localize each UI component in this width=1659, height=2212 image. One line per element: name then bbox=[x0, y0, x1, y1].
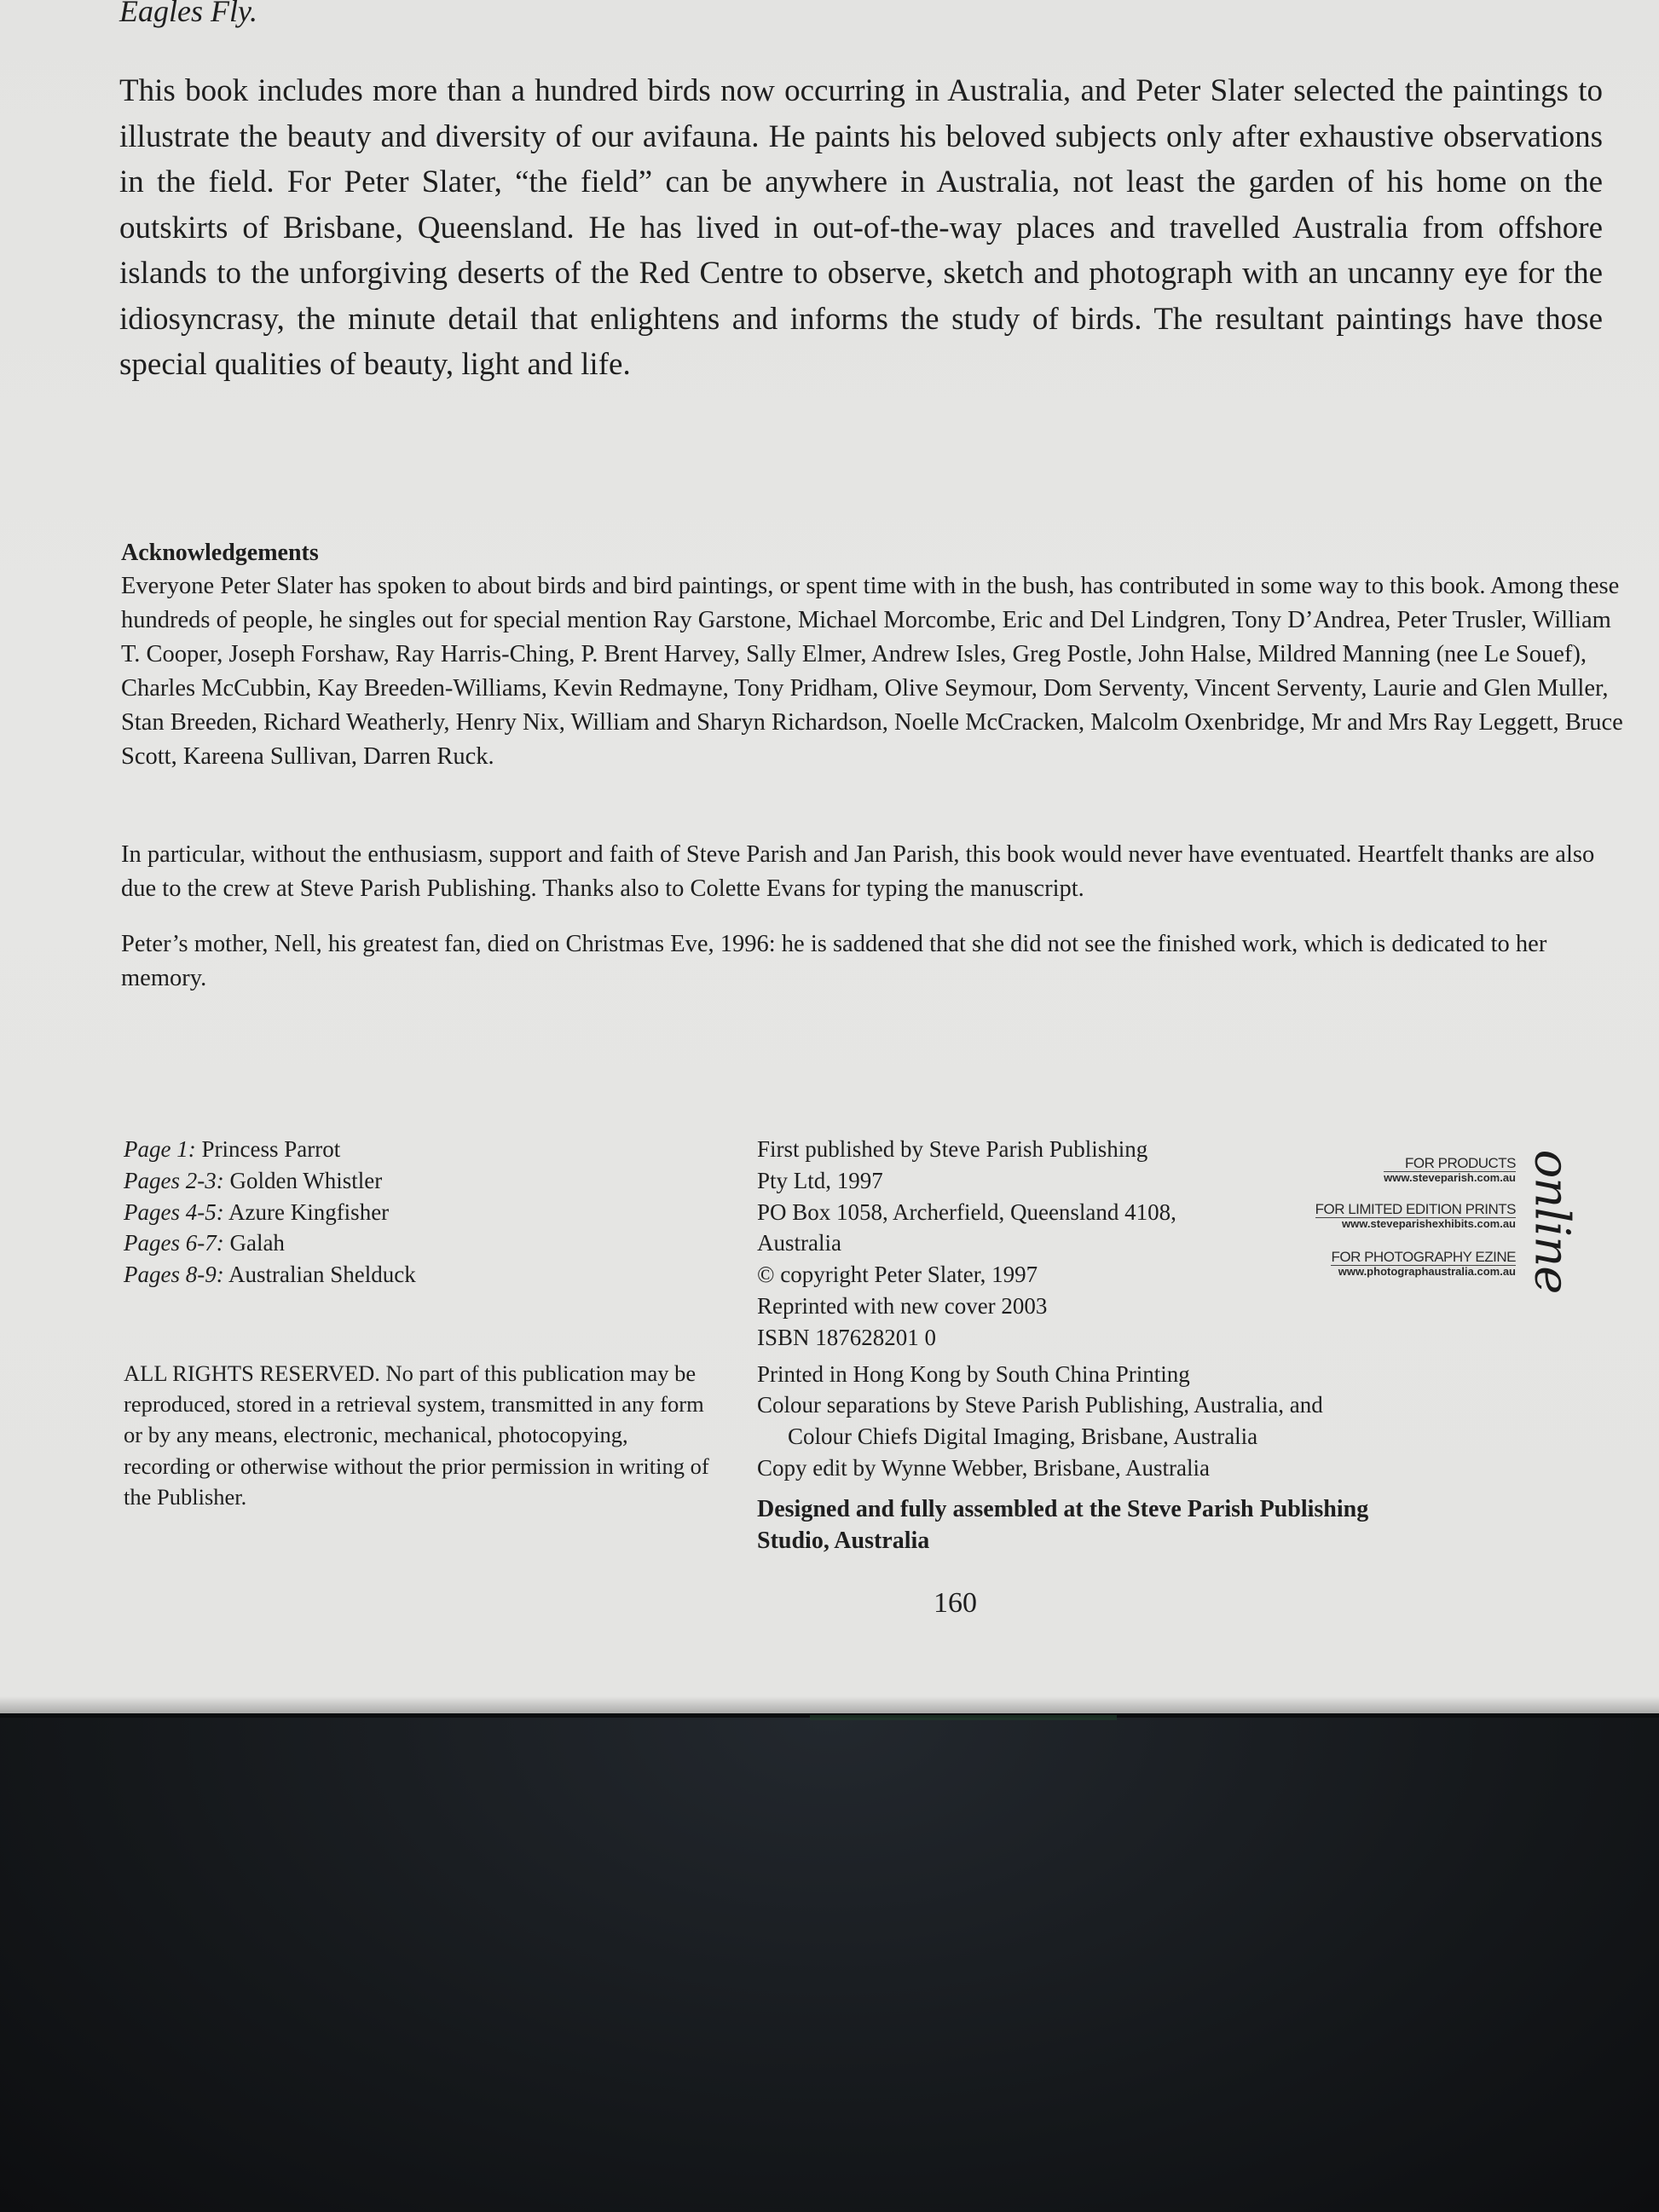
printing-line: Printed in Hong Kong by South China Printing bbox=[757, 1360, 1190, 1387]
acknowledgements-heading: Acknowledgements bbox=[121, 540, 319, 566]
online-entry-url: www.photographaustralia.com.au bbox=[1331, 1265, 1516, 1278]
printing-line: Colour Chiefs Digital Imaging, Brisbane, Australia bbox=[788, 1424, 1258, 1450]
page-credit-pages: Pages 8-9: bbox=[124, 1262, 224, 1288]
publication-line: © copyright Peter Slater, 1997 bbox=[757, 1262, 1038, 1288]
designed-line: Studio, Australia bbox=[757, 1527, 930, 1554]
intro-paragraph: This book includes more than a hundred birds now occurring in Australia, and Peter Slater selected the paintings to illustrate the beauty and diversity of our avifauna. He paints his beloved subjects only after exhaustive observations in the field. For Peter Slater, “the field” can be anywhere in Australia, not least the garden of his home on the outskirts of Brisbane, Queensland. He has lived in out-of-the-way places and travelled Australia from offshore islands to the unforgiving deserts of the Red Centre to observe, sketch and photograph with an uncanny eye for the idiosyncrasy, the minute detail that enlightens and informs the study of birds. The resultant paintings have those special qualities of beauty, light and life. bbox=[119, 73, 1603, 382]
page-credit-pages: Pages 6-7: bbox=[124, 1230, 224, 1256]
page-credit-bird: Australian Shelduck bbox=[228, 1262, 416, 1288]
page-credit-pages: Page 1: bbox=[124, 1136, 196, 1162]
page-credit-item bbox=[124, 1227, 416, 1259]
page-credit-bird: Galah bbox=[229, 1230, 285, 1256]
online-links-block bbox=[1269, 1134, 1580, 1304]
printing-line: Colour separations by Steve Parish Publishing, Australia, and bbox=[757, 1392, 1323, 1418]
acknowledgements-paragraph: Everyone Peter Slater has spoken to about birds and bird paintings, or spent time with in the bush, has contributed in some way to this book. Among these hundreds of people, he singles out for special mention Ray Garstone, Michael Morcombe, Eric and Del Lindgren, Tony D’Andrea, Peter Trusler, William T. Cooper, Joseph Forshaw, Ray Harris-Ching, P. Brent Harvey, Sally Elmer, Andrew Isles, Greg Postle, John Halse, Mildred Manning (nee Le Souef), Charles McCubbin, Kay Breeden-Williams, Kevin Redmayne, Tony Pridham, Olive Seymour, Dom Serventy, Vincent Serventy, Laurie and Glen Muller, Stan Breeden, Richard Weatherly, Henry Nix, William and Sharyn Richardson, Noelle McCracken, Malcolm Oxenbridge, Mr and Mrs Ray Leggett, Bruce Scott, Kareena Sullivan, Darren Ruck. bbox=[121, 573, 1623, 770]
online-entry-label: FOR PHOTOGRAPHY EZINE bbox=[1331, 1249, 1516, 1265]
previous-paragraph-fragment: Eagles Fly. bbox=[119, 0, 257, 28]
online-entry bbox=[1384, 1156, 1516, 1184]
online-entry-label: FOR LIMITED EDITION PRINTS bbox=[1315, 1201, 1516, 1217]
publication-line: First published by Steve Parish Publishing bbox=[757, 1136, 1148, 1162]
acknowledgements-paragraph: Peter’s mother, Nell, his greatest fan, died on Christmas Eve, 1996: he is saddened that she did not see the finished work, which is dedicated to her memory. bbox=[121, 931, 1547, 991]
page-number: 160 bbox=[934, 1587, 977, 1619]
page-credit-pages: Pages 4-5: bbox=[124, 1198, 224, 1225]
publication-line: Reprinted with new cover 2003 bbox=[757, 1292, 1048, 1319]
page-credit-item bbox=[124, 1259, 416, 1291]
page-credit-item bbox=[124, 1165, 416, 1197]
cover-edge bbox=[810, 1715, 1117, 1720]
publication-line: ISBN 187628201 0 bbox=[757, 1324, 937, 1350]
dark-background bbox=[0, 1718, 1659, 2212]
online-logo-text: online bbox=[1523, 1149, 1580, 1294]
page-credit-pages: Pages 2-3: bbox=[124, 1167, 224, 1193]
rights-notice: ALL RIGHTS RESERVED. No part of this publication may be reproduced, stored in a retrieval system, transmitted in any form or by any means, electronic, mechanical, photocopying, recording or otherwise without the prior permission in writing of the Publisher. bbox=[124, 1360, 709, 1510]
online-logo bbox=[1523, 1141, 1580, 1302]
page-credit-item bbox=[124, 1134, 416, 1165]
online-entry bbox=[1315, 1202, 1516, 1230]
online-entry bbox=[1331, 1250, 1516, 1278]
designed-line: Designed and fully assembled at the Steve Parish Publishing bbox=[757, 1495, 1369, 1522]
page-credits-list bbox=[124, 1134, 416, 1291]
online-entry-url: www.steveparish.com.au bbox=[1384, 1171, 1516, 1184]
online-entry-label: FOR PRODUCTS bbox=[1405, 1155, 1516, 1171]
online-entry-url: www.steveparishexhibits.com.au bbox=[1315, 1217, 1516, 1230]
copy-edit-line: Copy edit by Wynne Webber, Brisbane, Australia bbox=[757, 1454, 1211, 1481]
spacer bbox=[757, 1484, 1610, 1494]
publication-line: PO Box 1058, Archerfield, Queensland 4108, bbox=[757, 1198, 1176, 1225]
page-credit-item bbox=[124, 1197, 416, 1228]
publication-line: Pty Ltd, 1997 bbox=[757, 1167, 883, 1193]
page-credit-bird: Princess Parrot bbox=[201, 1136, 341, 1162]
page-credit-bird: Golden Whistler bbox=[229, 1167, 383, 1193]
acknowledgements-paragraph: In particular, without the enthusiasm, support and faith of Steve Parish and Jan Parish, this book would never have eventuated. Heartfelt thanks are also due to the crew at Steve Parish Publishing. Thanks also to Colette Evans for typing the manuscript. bbox=[121, 841, 1595, 902]
page-credit-bird: Azure Kingfisher bbox=[228, 1198, 390, 1225]
publication-line: Australia bbox=[757, 1230, 841, 1256]
